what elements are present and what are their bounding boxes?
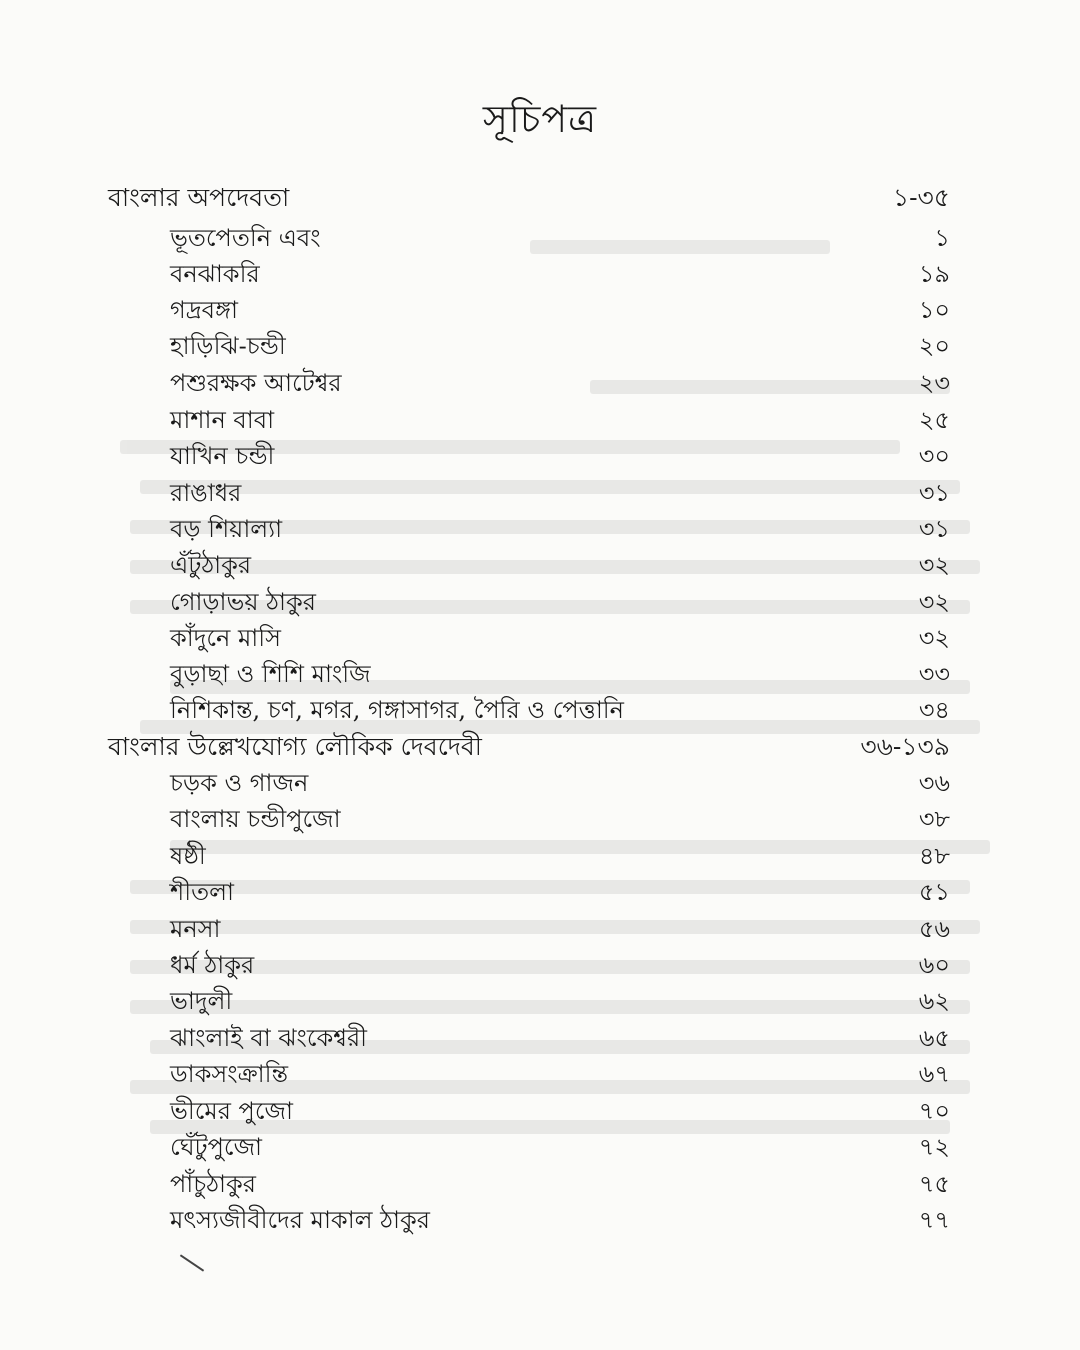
entry-page-number: ৫১ xyxy=(918,878,950,906)
entry-page-number: ১৯ xyxy=(918,260,950,288)
entry-title: ভাদুলী xyxy=(170,987,233,1015)
entry-title: কাঁদুনে মাসি xyxy=(170,624,281,652)
entry-title: মৎস্যজীবীদের মাকাল ঠাকুর xyxy=(170,1206,430,1234)
entry-title: শীতলা xyxy=(170,878,234,906)
entry-title: হাড়িঝি-চন্ডী xyxy=(170,332,286,360)
entry-page-number: ৩০ xyxy=(918,442,950,470)
entry-page-number: ৩২ xyxy=(918,624,950,652)
entry-page-number: ৭৭ xyxy=(918,1206,950,1234)
entry-title: ভূতপেতনি এবং xyxy=(170,224,321,252)
entry-title: ঘেঁটুপুজো xyxy=(170,1133,263,1161)
entry-page-number: ২৫ xyxy=(918,406,950,434)
page-title: সূচিপত্র xyxy=(482,97,598,141)
entry-page-number: ৫৬ xyxy=(918,915,950,943)
entry-page-number: ২০ xyxy=(918,332,950,360)
entry-title: চড়ক ও গাজন xyxy=(170,769,309,797)
entry-title: ভীমের পুজো xyxy=(170,1097,293,1125)
entry-page-number: ৬৫ xyxy=(918,1024,950,1052)
entry-page-number: ৩৮ xyxy=(918,805,950,833)
section-page-range: ১-৩৫ xyxy=(892,183,950,212)
entry-title: ডাকসংক্রান্তি xyxy=(170,1060,289,1088)
entry-page-number: ৬২ xyxy=(918,987,950,1015)
entry-page-number: ৬০ xyxy=(918,951,950,979)
entry-title: এঁটুঠাকুর xyxy=(170,551,252,579)
entry-page-number: ৬৭ xyxy=(918,1060,950,1088)
entry-page-number: ৩১ xyxy=(918,515,950,543)
section-title: বাংলার উল্লেখযোগ্য লৌকিক দেবদেবী xyxy=(108,732,482,761)
entry-title: যাখিন চন্ডী xyxy=(170,442,275,470)
entry-title: নিশিকান্ত, চণ, মগর, গঙ্গাসাগর, পৈরি ও পেত্তানি xyxy=(170,696,624,724)
entry-title: ষষ্ঠী xyxy=(170,842,206,870)
entry-page-number: ৩৪ xyxy=(918,696,950,724)
entry-title: বাংলায় চন্ডীপুজো xyxy=(170,805,341,833)
entry-title: পশুরক্ষক আটেশ্বর xyxy=(170,369,342,397)
entry-title: বড় শিয়াল্যা xyxy=(170,515,283,543)
entry-title: গদ্রবঙ্গা xyxy=(170,296,238,324)
entry-page-number: ৭০ xyxy=(918,1097,950,1125)
entry-page-number: ৪৮ xyxy=(918,842,950,870)
entry-title: বনঝাকরি xyxy=(170,260,260,288)
entry-page-number: ৩৩ xyxy=(918,660,950,688)
entry-page-number: ৭৫ xyxy=(918,1170,950,1198)
entry-page-number: ৩৬ xyxy=(918,769,950,797)
entry-page-number: ২৩ xyxy=(918,369,950,397)
entry-page-number: ৩২ xyxy=(918,551,950,579)
entry-page-number: ৩২ xyxy=(918,588,950,616)
entry-title: গোড়াভয় ঠাকুর xyxy=(170,588,316,616)
entry-page-number: ১০ xyxy=(918,296,950,324)
entry-title: বুড়াছা ও শিশি মাংজি xyxy=(170,660,371,688)
entry-page-number: ৭২ xyxy=(918,1133,950,1161)
entry-title: মাশান বাবা xyxy=(170,406,275,434)
entry-page-number: ১ xyxy=(934,224,950,252)
entry-title: পাঁচুঠাকুর xyxy=(170,1170,256,1198)
section-title: বাংলার অপদেবতা xyxy=(108,183,290,212)
entry-title: ঝাংলাই বা ঝংকেশ্বরী xyxy=(170,1024,368,1052)
entry-title: মনসা xyxy=(170,915,221,943)
section-page-range: ৩৬-১৩৯ xyxy=(860,732,950,761)
entry-title: রাঙাধর xyxy=(170,479,242,507)
entry-title: ধর্ম ঠাকুর xyxy=(170,951,255,979)
entry-page-number: ৩১ xyxy=(918,479,950,507)
